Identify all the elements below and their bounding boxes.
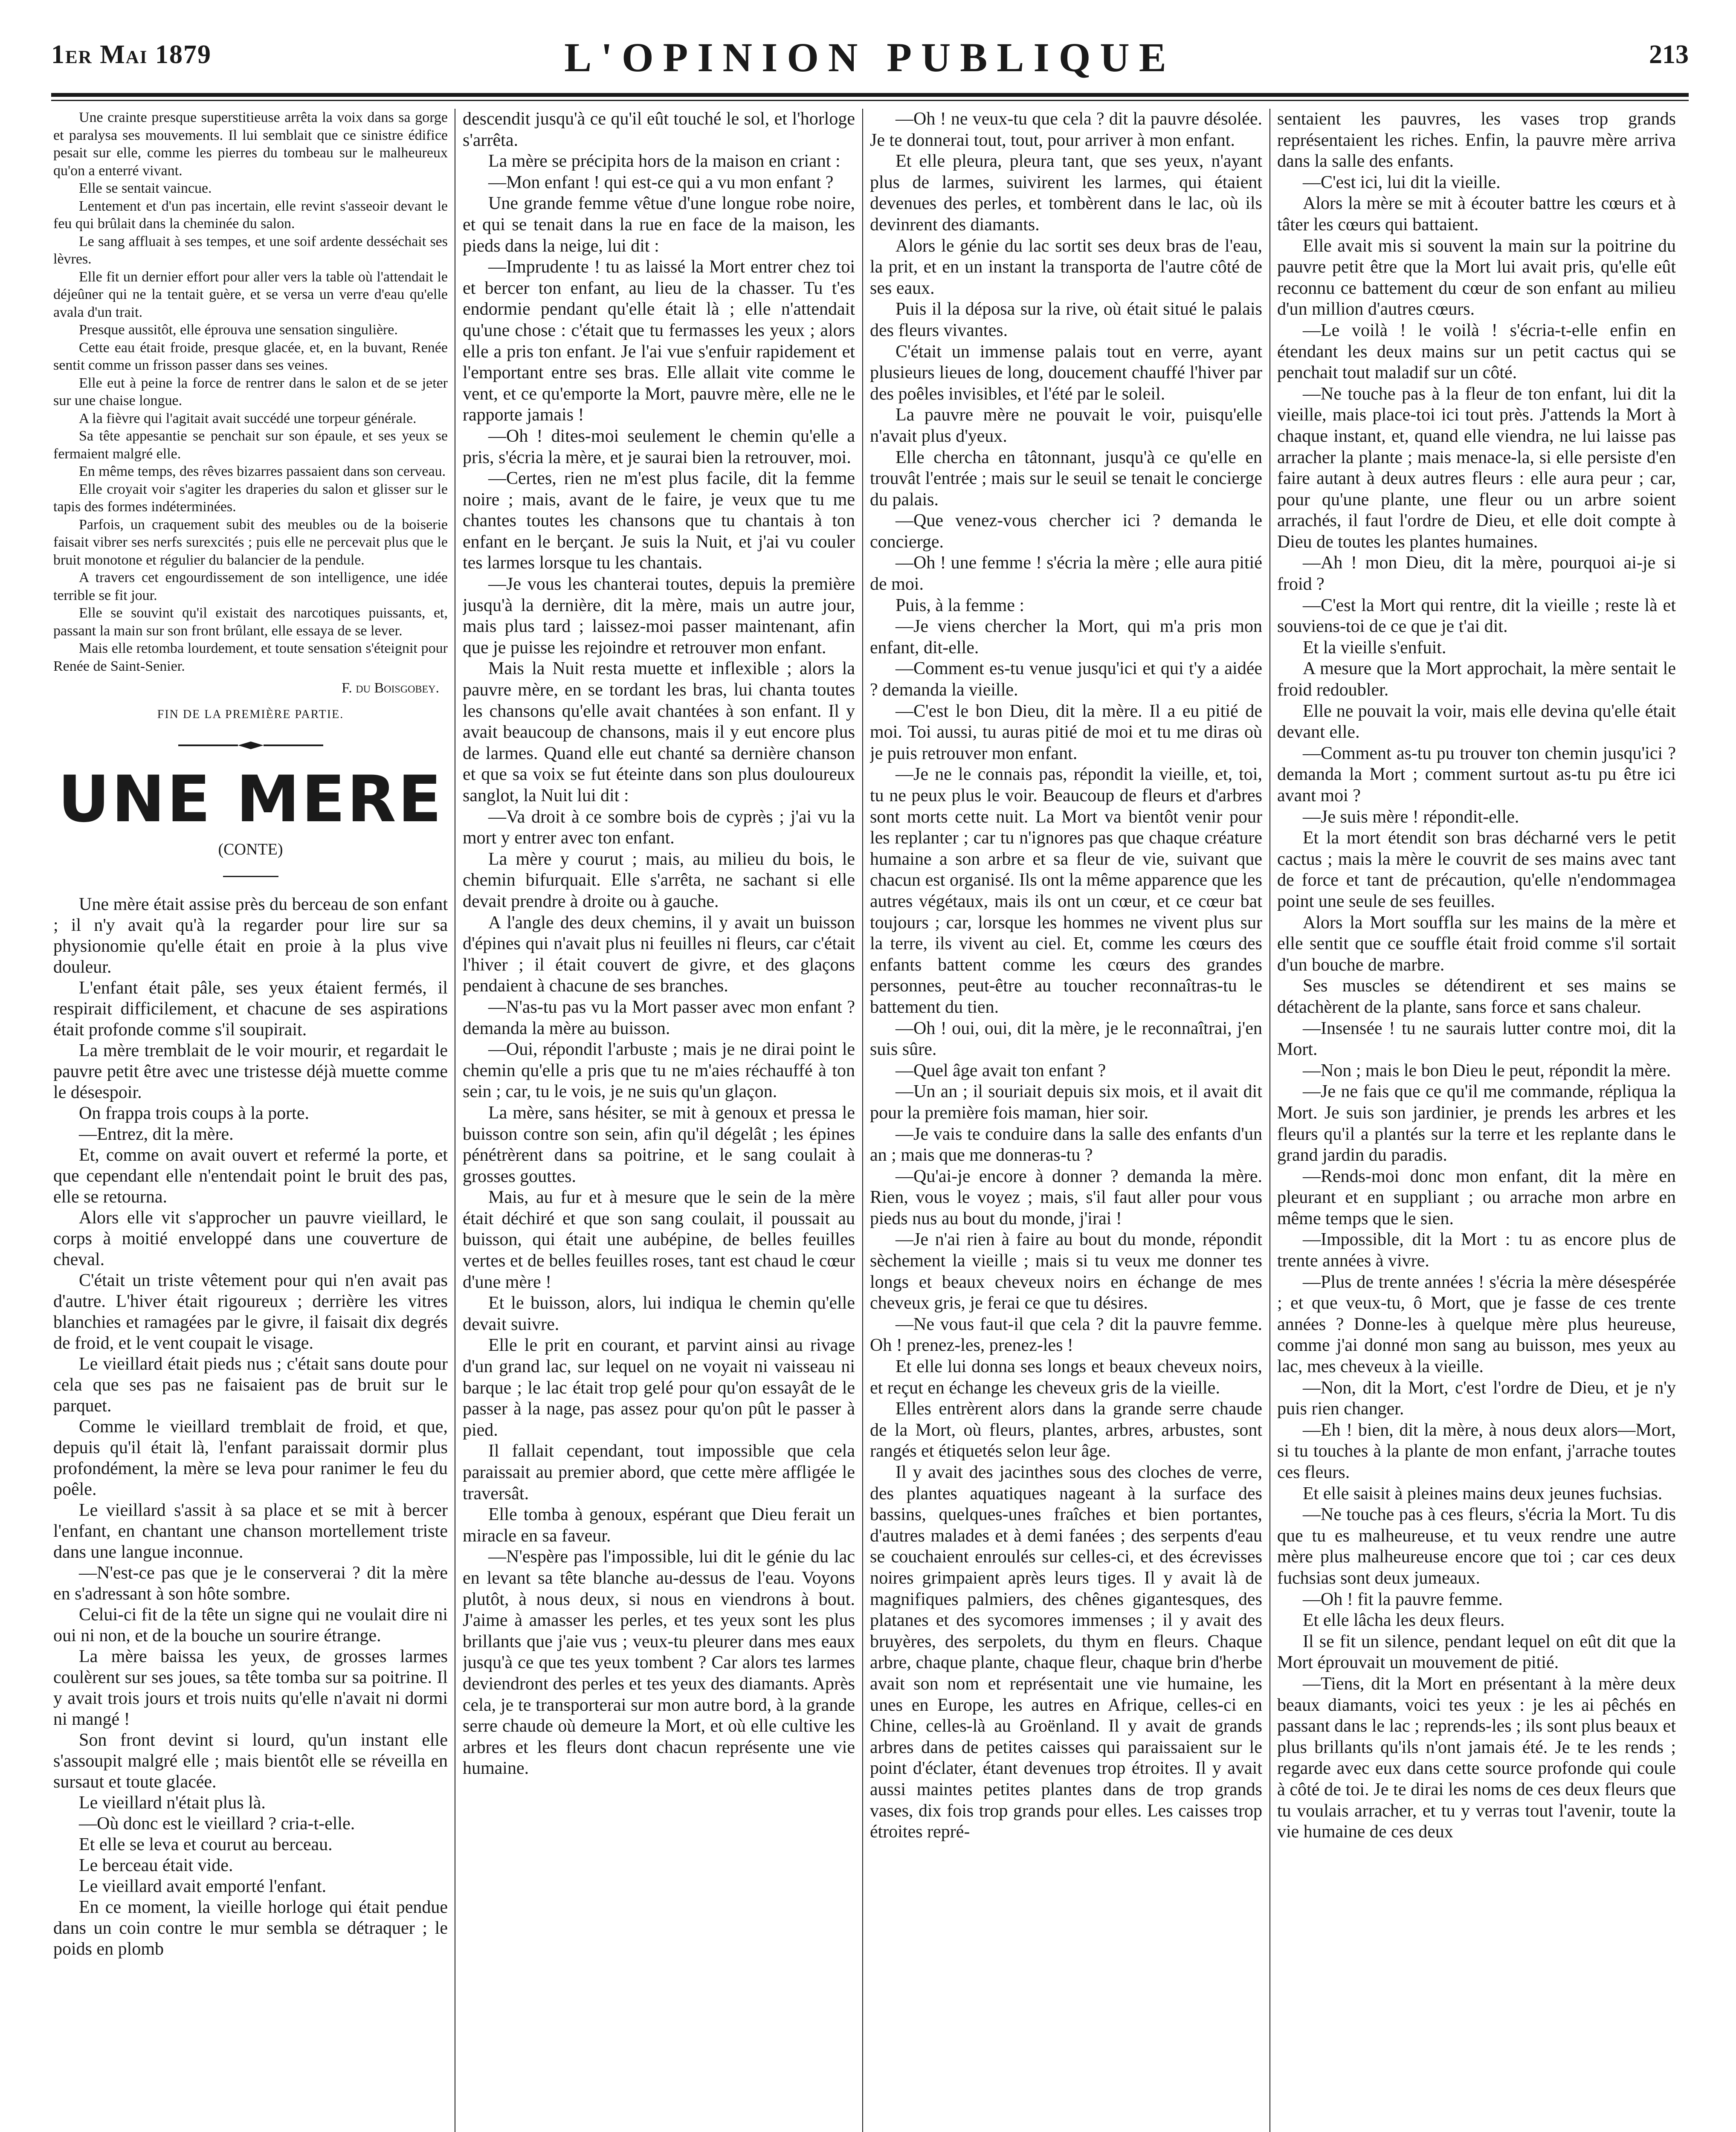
paragraph: —Oh ! oui, oui, dit la mère, je le reconnaîtrai, j'en suis sûre. (870, 1018, 1262, 1060)
paragraph: —Ne touche pas à ces fleurs, s'écria la Mort. Tu dis que tu es malheureuse, et tu veux rendre une autre mère plus malheureuse encore que toi ; car ces deux fuchsias sont deux jumeaux. (1277, 1505, 1676, 1588)
paragraph: —Tiens, dit la Mort en présentant à la mère deux beaux diamants, voici tes yeux : je les ai pêchés en passant dans le lac ; reprends-les ; ils sont plus beaux et plus brillants qu'ils n'ont jamais été. Je te les rends ; regarde avec eux dans cette source profonde qui coule à côté de toi. Je te dirai les noms de ces deux fleurs que tu voulais arracher, et tu y verras tout l'avenir, toute la vie humaine de ces deux (1277, 1674, 1676, 1842)
paragraph: —Insensée ! tu ne saurais lutter contre moi, dit la Mort. (1277, 1018, 1676, 1060)
story-title: UNE MERE (58, 762, 443, 837)
paragraph: Sa tête appesantie se penchait sur son épaule, et ses yeux se fermaient malgré elle. (53, 428, 448, 462)
paragraph: descendit jusqu'à ce qu'il eût touché le sol, et l'horloge s'arrêta. (463, 109, 855, 150)
paragraph: —Non ; mais le bon Dieu le peut, répondit la mère. (1303, 1060, 1671, 1080)
paragraph: —Certes, rien ne m'est plus facile, dit la femme noire ; mais, avant de le faire, je veux que tu me chantes toutes les chansons que tu chantais à ton enfant en le berçant. Je suis la Nuit, et j'ai vu couler tes larmes lorsque tu les chantais. (463, 469, 855, 573)
paragraph: —Que venez-vous chercher ici ? demanda le concierge. (870, 511, 1262, 552)
paragraph: Alors la mère se mit à écouter battre les cœurs et à tâter les cœurs qui battaient. (1277, 194, 1676, 235)
paragraph: —Je vais te conduire dans la salle des enfants d'un an ; mais que me donneras-tu ? (870, 1124, 1262, 1165)
story-subtitle: (CONTE) (218, 840, 283, 858)
paragraph: —Va droit à ce sombre bois de cyprès ; j'ai vu la mort y entrer avec ton enfant. (463, 807, 855, 848)
paragraph: Ses muscles se détendirent et ses mains se détachèrent de la plante, sans force et sans chaleur. (1277, 976, 1676, 1017)
paragraph: Puis il la déposa sur la rive, où était situé le palais des fleurs vivantes. (870, 299, 1262, 340)
paragraph: C'était un immense palais tout en verre, ayant plusieurs lieues de long, doucement chauffé l'hiver par des poêles invisibles, et l'été par le soleil. (870, 342, 1262, 404)
paragraph: Et, comme on avait ouvert et refermé la porte, et que cependant elle n'entendait point le bruit des pas, elle se retourna. (53, 1145, 448, 1207)
end-of-part-notice: FIN DE LA PREMIÈRE PARTIE. (157, 707, 344, 721)
paragraph: —Oui, répondit l'arbuste ; mais je ne dirai point le chemin qu'elle a pris que tu ne m'aies réchauffé à ton sein ; car, tu le vois, je ne suis qu'un glaçon. (463, 1040, 855, 1102)
paragraph: Le sang affluait à ses tempes, et une soif ardente desséchait ses lèvres. (53, 233, 448, 267)
paragraph: La mère, sans hésiter, se mit à genoux et pressa le buisson contre son sein, afin qu'il dégelât ; les épines pénétrèrent dans sa poitrine, et le sang coulait à grosses gouttes. (463, 1103, 855, 1186)
column-1 (53, 109, 448, 2132)
paragraph: Le berceau était vide. (79, 1856, 233, 1875)
paragraph: Elle chercha en tâtonnant, jusqu'à ce qu'elle en trouvât l'entrée ; mais sur le seuil se tenait le concierge du palais. (870, 447, 1262, 510)
paragraph: La mère y courut ; mais, au milieu du bois, le chemin bifurquait. Elle s'arrêta, ne sachant si elle devait prendre à droite ou à gauche. (463, 849, 855, 911)
paragraph: Elle se sentait vaincue. (79, 180, 212, 196)
paragraph: A travers cet engourdissement de son intelligence, une idée terrible se fit jour. (53, 570, 448, 603)
paragraph: —N'est-ce pas que je le conserverai ? dit la mère en s'adressant à son hôte sombre. (53, 1563, 448, 1604)
short-rule (223, 876, 278, 877)
column-4 (1277, 109, 1676, 2132)
page-number: 213 (1649, 40, 1689, 69)
header-rule-thick (51, 93, 1689, 97)
paragraph: —Oh ! dites-moi seulement le chemin qu'elle a pris, s'écria la mère, et je saurai bien la retrouver, moi. (463, 426, 855, 467)
column-divider (862, 109, 863, 2132)
column-2 (463, 109, 855, 2132)
paragraph: Cette eau était froide, presque glacée, et, en la buvant, Renée sentit comme un frisson passer dans ses veines. (53, 339, 448, 373)
paragraph: —Ne touche pas à la fleur de ton enfant, lui dit la vieille, mais place-toi ici tout près. J'attends la Mort à chaque instant, et, quand elle viendra, ne lui laisse pas arracher la plante ; mais menace-la, si elle persiste d'en faire autant à deux autres fleurs : elle aura peur ; car, pour qu'une plante, une fleur ou un arbre soient arrachés, il faut l'ordre de Dieu, et elle doit compte à Dieu de toutes les plantes humaines. (1277, 384, 1676, 552)
column-divider (1269, 109, 1270, 2132)
paragraph: Son front devint si lourd, qu'un instant elle s'assoupit malgré elle ; mais bientôt elle se réveilla en sursaut et toute glacée. (53, 1730, 448, 1792)
newspaper-title: L'OPINION PUBLIQUE (564, 35, 1176, 80)
paragraph: —Je n'ai rien à faire au bout du monde, répondit sèchement la vieille ; mais si tu veux me donner tes longs et beaux cheveux noirs en échange de mes cheveux gris, je ferai ce que tu désires. (870, 1230, 1262, 1313)
paragraph: —Oh ! ne veux-tu que cela ? dit la pauvre désolée. Je te donnerai tout, tout, pour arriver à mon enfant. (870, 109, 1262, 150)
paragraph: —Un an ; il souriait depuis six mois, et il avait dit pour la première fois maman, hier soir. (870, 1082, 1262, 1123)
paragraph: —Entrez, dit la mère. (79, 1124, 234, 1144)
paragraph: —N'as-tu pas vu la Mort passer avec mon enfant ? demanda la mère au buisson. (463, 997, 855, 1038)
paragraph: —Imprudente ! tu as laissé la Mort entrer chez toi et bercer ton enfant, au lieu de la chasser. Tu t'es endormie pendant qu'elle était là ; elle n'attendait qu'une chose : c'était que tu fermasses les yeux ; alors elle a pris ton enfant. Je l'ai vue s'enfuir rapidement et l'emportant entre ses bras. Elle allait vite comme le vent, et ce qu'emporte la Mort, pauvre mère, elle ne le rapporte jamais ! (463, 257, 855, 425)
paragraph: Elle tomba à genoux, espérant que Dieu ferait un miracle en sa faveur. (463, 1505, 855, 1546)
paragraph: —Je suis mère ! répondit-elle. (1303, 807, 1519, 827)
paragraph: A la fièvre qui l'agitait avait succédé une torpeur générale. (79, 410, 417, 426)
paragraph: C'était un triste vêtement pour qui n'en avait pas d'autre. L'hiver était rigoureux ; derrière les vitres blanchies et ramagées par le givre, il faisait dix degrés de froid, et le vent coupait le visage. (53, 1271, 448, 1353)
paragraph: —Impossible, dit la Mort : tu as encore plus de trente années à vivre. (1277, 1230, 1676, 1271)
paragraph: Elle croyait voir s'agiter les draperies du salon et glisser sur le tapis des formes indéterminées. (53, 481, 448, 515)
paragraph: —Quel âge avait ton enfant ? (896, 1060, 1106, 1080)
paragraph: —Comment es-tu venue jusqu'ici et qui t'y a aidée ? demanda la vieille. (870, 659, 1262, 700)
paragraph: —Le voilà ! le voilà ! s'écria-t-elle enfin en étendant les deux mains sur un petit cactus qui se penchait tout maladif sur un côté. (1277, 320, 1676, 383)
paragraph: Alors la Mort souffla sur les mains de la mère et elle sentit que ce souffle était froid comme s'il sortait d'un bouche de marbre. (1277, 912, 1676, 975)
paragraph: sentaient les pauvres, les vases trop grands représentaient les riches. Enfin, la pauvre mère arriva dans la salle des enfants. (1277, 109, 1676, 171)
paragraph: En même temps, des rêves bizarres passaient dans son cerveau. (79, 463, 446, 479)
ornament-divider (174, 740, 327, 750)
paragraph: Et la vieille s'enfuit. (1303, 637, 1446, 658)
paragraph: —Où donc est le vieillard ? cria-t-elle. (79, 1814, 355, 1834)
paragraph: —Je ne fais que ce qu'il me commande, répliqua la Mort. Je suis son jardinier, je prends les arbres et les fleurs qu'il a plantés sur la terre et les replante dans le grand jardin du paradis. (1277, 1082, 1676, 1165)
paragraph: Et la mort étendit son bras décharné vers le petit cactus ; mais la mère le couvrit de ses mains avec tant de force et tant de précaution, qu'elle n'endommagea point une seule de ses feuilles. (1277, 828, 1676, 911)
serial-author: F. du Boisgobey. (342, 680, 439, 696)
paragraph: On frappa trois coups à la porte. (79, 1104, 309, 1123)
paragraph: Une crainte presque superstitieuse arrêta la voix dans sa gorge et paralysa ses mouvements. Il lui semblait que ce sinistre édifice pesait sur elle, comme les pierres du tombeau sur le malheureux qu'on a enterré vivant. (53, 110, 448, 179)
serial-excerpt (53, 109, 448, 723)
paragraph: —Eh ! bien, dit la mère, à nous deux alors—Mort, si tu touches à la plante de mon enfant, j'arrache toutes ces fleurs. (1277, 1420, 1676, 1482)
paragraph: A l'angle des deux chemins, il y avait un buisson d'épines qui n'avait plus ni feuilles ni fleurs, car c'était l'hiver ; il était couvert de givre, et des glaçons pendaient à chacune de ses branches. (463, 912, 855, 996)
paragraph: Puis, à la femme : (896, 595, 1025, 615)
paragraph: Et le buisson, alors, lui indiqua le chemin qu'elle devait suivre. (463, 1293, 855, 1334)
paragraph: Le vieillard s'assit à sa place et se mit à bercer l'enfant, en chantant une chanson mortellement triste dans une langue inconnue. (53, 1501, 448, 1562)
story-opening (53, 894, 448, 1960)
paragraph: Le vieillard avait emporté l'enfant. (79, 1877, 327, 1896)
header-rule-thin (51, 100, 1689, 101)
paragraph: —C'est le bon Dieu, dit la mère. Il a eu pitié de moi. Toi aussi, tu auras pitié de moi et tu me diras où je puis retrouver mon enfant. (870, 701, 1262, 763)
paragraph: La pauvre mère ne pouvait le voir, puisqu'elle n'avait plus d'yeux. (870, 405, 1262, 446)
paragraph: Le vieillard était pieds nus ; c'était sans doute pour cela que ses pas ne faisaient pas de bruit sur le parquet. (53, 1354, 448, 1416)
paragraph: —Je viens chercher la Mort, qui m'a pris mon enfant, dit-elle. (870, 617, 1262, 658)
paragraph: Elle avait mis si souvent la main sur la poitrine du pauvre petit être que la Mort lui avait pris, qu'elle eût reconnu ce battement du cœur de son enfant au milieu d'un million d'autres cœurs. (1277, 236, 1676, 319)
paragraph: Elle se souvint qu'il existait des narcotiques puissants, et, passant la main sur son front brûlant, elle essaya de se lever. (53, 605, 448, 639)
paragraph: Mais la Nuit resta muette et inflexible ; alors la pauvre mère, en se tordant les bras, lui chanta toutes les chansons qu'elle avait chantées à son enfant. Il y avait beaucoup de chansons, mais il y eut encore plus de larmes. Quand elle eut chanté sa dernière chanson et que sa voix se fut éteinte dans son plus douloureux sanglot, la Nuit lui dit : (463, 659, 855, 805)
issue-date: 1er Mai 1879 (51, 40, 212, 69)
paragraph: Il se fit un silence, pendant lequel on eût dit que la Mort éprouvait un mouvement de pitié. (1277, 1631, 1676, 1673)
paragraph: Et elle se leva et courut au berceau. (79, 1835, 333, 1854)
column-3 (870, 109, 1262, 2132)
paragraph: Elle eut à peine la force de rentrer dans le salon et de se jeter sur une chaise longue. (53, 375, 448, 408)
paragraph: Une mère était assise près du berceau de son enfant ; il n'y avait qu'à la regarder pour lire sur sa physionomie qu'elle était en proie à la plus vive douleur. (53, 895, 448, 977)
paragraph: Et elle pleura, pleura tant, que ses yeux, n'ayant plus de larmes, suivirent les larmes, qui étaient devenues des perles, et tombèrent dans le lac, où ils devinrent des diamants. (870, 151, 1262, 235)
paragraph: —Non, dit la Mort, c'est l'ordre de Dieu, et je n'y puis rien changer. (1277, 1378, 1676, 1419)
masthead (51, 32, 1689, 92)
paragraph: L'enfant était pâle, ses yeux étaient fermés, il respirait difficilement, et chacune de ses aspirations était profonde comme s'il soupirait. (53, 978, 448, 1040)
paragraph: La mère tremblait de le voir mourir, et regardait le pauvre petit être avec une tristesse déjà muette comme le désespoir. (53, 1041, 448, 1102)
paragraph: —Ah ! mon Dieu, dit la mère, pourquoi ai-je si froid ? (1277, 553, 1676, 594)
paragraph: Lentement et d'un pas incertain, elle revint s'asseoir devant le feu qui brûlait dans la cheminée du salon. (53, 198, 448, 232)
paragraph: Et elle lui donna ses longs et beaux cheveux noirs, et reçut en échange les cheveux gris de la vieille. (870, 1357, 1262, 1398)
paragraph: —C'est la Mort qui rentre, dit la vieille ; reste là et souviens-toi de ce que je t'ai dit. (1277, 595, 1676, 637)
paragraph: —Qu'ai-je encore à donner ? demanda la mère. Rien, vous le voyez ; mais, s'il faut aller pour vous pieds nus au bout du monde, j'irai ! (870, 1166, 1262, 1228)
paragraph: —N'espère pas l'impossible, lui dit le génie du lac en levant sa tête blanche au-dessus de l'eau. Voyons plutôt, à nous deux, si nous en viendrons à bout. J'aime à amasser les perles, et tes yeux sont les plus brillants que j'aie vus ; veux-tu pleurer dans mes eaux jusqu'à ce que tes yeux tombent ? Car alors tes larmes deviendront des perles et tes yeux des diamants. Après cela, je te transporterai sur mon autre bord, à la grande serre chaude où demeure la Mort, et où elle cultive les arbres et les fleurs dont chacun représente une vie humaine. (463, 1547, 855, 1779)
paragraph: —Oh ! fit la pauvre femme. (1303, 1589, 1503, 1609)
paragraph: En ce moment, la vieille horloge qui était pendue dans un coin contre le mur sembla se détraquer ; le poids en plomb (53, 1897, 448, 1959)
paragraph: Il fallait cependant, tout impossible que cela paraissait au premier abord, que cette mère affligée le traversât. (463, 1441, 855, 1503)
paragraph: Une grande femme vêtue d'une longue robe noire, et qui se tenait dans la rue en face de la maison, les pieds dans la neige, lui dit : (463, 194, 855, 256)
paragraph: Elles entrèrent alors dans la grande serre chaude de la Mort, où fleurs, plantes, arbres, arbustes, sont rangés et étiquetés selon leur âge. (870, 1399, 1262, 1461)
paragraph: —Je vous les chanterai toutes, depuis la première jusqu'à la dernière, dit la mère, mais un autre jour, mais plus tard ; laissez-moi passer maintenant, afin que je puisse les rejoindre et retrouver mon enfant. (463, 574, 855, 658)
paragraph: —Je ne le connais pas, répondit la vieille, et, toi, tu ne peux plus le voir. Beaucoup de fleurs et d'arbres sont morts cette nuit. La Mort va bientôt venir pour les replanter ; car tu n'ignores pas que chaque créature humaine a son arbre et sa fleur de vie, suivant que chacun est organisé. Ils ont la même apparence que les autres végétaux, mais ils ont un cœur, et ce cœur bat toujours ; car, lorsque les hommes ne vivent plus sur la terre, ils vivent au ciel. Et, comme les cœurs des enfants battent comme les cœurs des grandes personnes, peut-être au toucher reconnaîtras-tu le battement du tien. (870, 765, 1262, 1017)
paragraph: Mais elle retomba lourdement, et toute sensation s'éteignit pour Renée de Saint-Senier. (53, 640, 448, 674)
paragraph: Comme le vieillard tremblait de froid, et que, depuis qu'il était là, l'enfant paraissait dormir plus profondément, la mère se leva pour ranimer le feu du poêle. (53, 1417, 448, 1499)
paragraph: A mesure que la Mort approchait, la mère sentait le froid redoubler. (1277, 659, 1676, 700)
paragraph: —Ne vous faut-il que cela ? dit la pauvre femme. Oh ! prenez-les, prenez-les ! (870, 1314, 1262, 1356)
paragraph: La mère baissa les yeux, de grosses larmes coulèrent sur ses joues, sa tête tomba sur sa poitrine. Il y avait trois jours et trois nuits qu'elle n'avait ni dormi ni mangé ! (53, 1647, 448, 1729)
paragraph: Parfois, un craquement subit des meubles ou de la boiserie faisait vibrer ses nerfs surexcités ; puis elle ne percevait plus que le bruit monotone et régulier du balancier de la pendule. (53, 516, 448, 568)
paragraph: Elle ne pouvait la voir, mais elle devina qu'elle était devant elle. (1277, 701, 1676, 742)
paragraph: Elle fit un dernier effort pour aller vers la table où l'attendait le déjeûner qui ne la tentait guère, et se versa un verre d'eau qu'elle avala d'un trait. (53, 269, 448, 320)
paragraph: —Plus de trente années ! s'écria la mère désespérée ; et que veux-tu, ô Mort, que je fasse de ces trente années ? Donne-les à quelque mère plus heureuse, comme j'ai donné mon sang au buisson, mes yeux au lac, mes cheveux à la vieille. (1277, 1272, 1676, 1377)
paragraph: Celui-ci fit de la tête un signe qui ne voulait dire ni oui ni non, et de la bouche un sourire étrange. (53, 1605, 448, 1645)
paragraph: Et elle lâcha les deux fleurs. (1303, 1611, 1505, 1631)
paragraph: Alors elle vit s'approcher un pauvre vieillard, le corps à moitié enveloppé dans une couverture de cheval. (53, 1208, 448, 1269)
paragraph: Et elle saisit à pleines mains deux jeunes fuchsias. (1303, 1483, 1663, 1503)
paragraph: Le vieillard n'était plus là. (79, 1793, 266, 1813)
paragraph: Mais, au fur et à mesure que le sein de la mère était déchiré et que son sang coulait, il poussait au buisson, qui était une aubépine, de belles feuilles vertes et de belles feuilles roses, tant est chaud le cœur d'une mère ! (463, 1188, 855, 1292)
paragraph: Il y avait des jacinthes sous des cloches de verre, des plantes aquatiques nageant à la surface des bassins, quelques-unes fraîches et bien portantes, d'autres malades et à demi fanées ; des serpents d'eau se couchaient enroulés sur celles-ci, et des écrevisses noires grimpaient après leurs tiges. Il y avait là de magnifiques palmiers, des chênes gigantesques, des platanes et des sycomores immenses ; il y avait des bruyères, des serpolets, du thym en fleurs. Chaque arbre, chaque plante, chaque fleur, chaque brin d'herbe avait son nom et représentait une vie humaine, les unes en Europe, les autres en Afrique, celles-ci en Chine, celles-là au Groënland. Il y avait de grands arbres dans de petites caisses qui paraissaient sur le point d'éclater, étant devenues trop étroites. Il y avait aussi maintes petites plantes dans de trop grands vases, dix fois trop grands pour elles. Les caisses trop étroites repré- (870, 1463, 1262, 1842)
paragraph: —Mon enfant ! qui est-ce qui a vu mon enfant ? (488, 172, 834, 192)
paragraph: Alors le génie du lac sortit ses deux bras de l'eau, la prit, et en un instant la transporta de l'autre côté de ses eaux. (870, 236, 1262, 298)
paragraph: —Oh ! une femme ! s'écria la mère ; elle aura pitié de moi. (870, 553, 1262, 594)
paragraph: —Rends-moi donc mon enfant, dit la mère en pleurant et en suppliant ; ou arrache mon arbre en même temps que le sien. (1277, 1166, 1676, 1228)
paragraph: La mère se précipita hors de la maison en criant : (488, 151, 840, 171)
paragraph: Presque aussitôt, elle éprouva une sensation singulière. (79, 322, 398, 338)
paragraph: —C'est ici, lui dit la vieille. (1303, 172, 1501, 192)
paragraph: —Comment as-tu pu trouver ton chemin jusqu'ici ? demanda la Mort ; comment surtout as-tu pu être ici avant moi ? (1277, 743, 1676, 805)
paragraph: Elle le prit en courant, et parvint ainsi au rivage d'un grand lac, sur lequel on ne voyait ni vaisseau ni barque ; le lac était trop gelé pour qu'on essayât de le passer à la nage, pas assez pour qu'on pût le passer à pied. (463, 1335, 855, 1440)
